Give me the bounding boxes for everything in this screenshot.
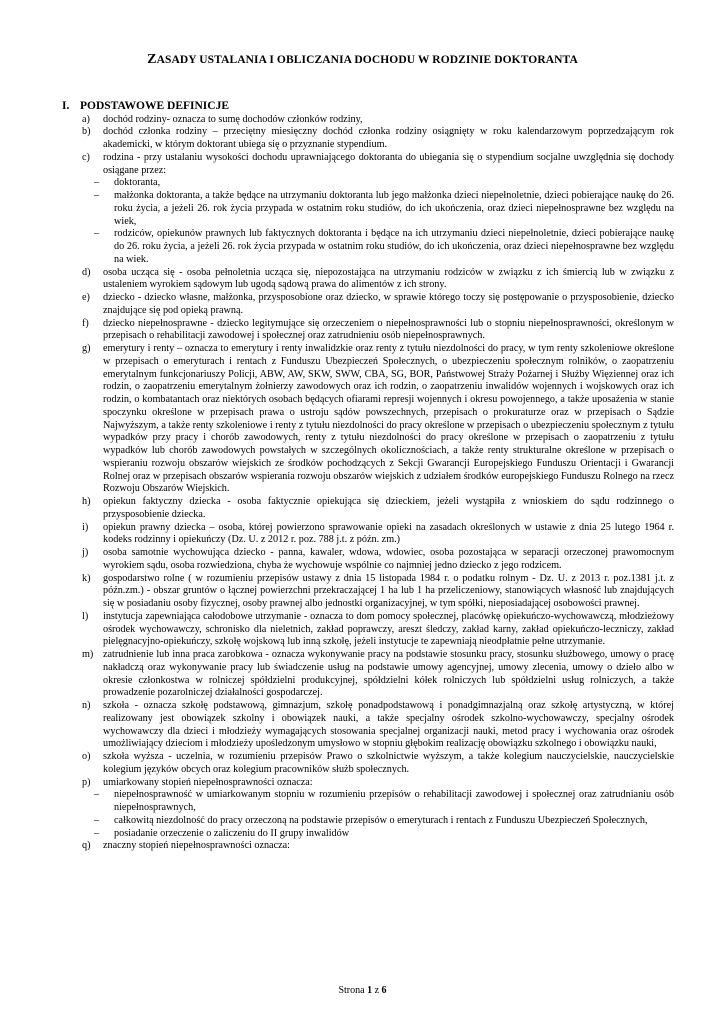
footer-current-page: 1 [367,985,373,996]
definition-item-k [82,573,674,611]
item-marker: h) [82,496,91,507]
item-marker: c) [82,151,90,163]
definition-item-c [82,152,674,178]
definition-item-m [82,649,674,700]
dash-marker: – [94,177,100,189]
definition-item-n [82,700,674,751]
section-title: PODSTAWOWE DEFINICJE [80,100,229,112]
item-marker: p) [82,776,91,788]
definition-item-a [82,114,674,127]
item-text: emerytury i renty – oznacza to emerytury i renty inwalidzkie oraz renty z tytułu niezdolności do pracy, w tym renty szkoleniowe określone w przepisach o emeryturach i rentach z Funduszu Ubezpieczeń Społecznych, o ubezpieczeniu społecznym rolników, o zaopatrzeniu emerytalnym funkcjonariuszy Policji, ABW, AW, SKW, SWW, CBA, SG, BOR, Państwowej Straży Pożarnej i Służby Więziennej oraz ich rodzin, o zaopatrzeniu emerytalnym żołnierzy zawodowych oraz ich rodzin, o zaopatrzeniu inwalidów wojennych i wojskowych oraz ich rodzin, o kombatantach oraz niektórych osobach będących ofiarami represji wojennych i okresu powojennego, a także uposażenia w stanie spoczynku określone w przepisach prawa o ustroju sądów powszechnych, przepisach o prokuraturze oraz w przepisach o Sądzie Najwyższym, a także renty szkoleniowe i renty z tytułu niezdolności do pracy określone w przepisach o ubezpieczeniu społecznym z tytułu wypadków przy pracy i chorób zawodowych, renty z tytułu niezdolności do pracy określone w przepisach o zaopatrzeniu z tytułu wypadków lub chorób zawodowych powstałych w szczególnych okolicznościach, a także renty strukturalne określone w przepisach o wspieraniu rozwoju obszarów wiejskich ze środków pochodzących z Sekcji Gwarancji Europejskiego Funduszu Orientacji i Gwarancji Rolnej oraz w przepisach obszarów wspierania rozwoju obszarów wiejskich z udziałem środków europejskiego Funduszu Rolnego na rzecz Rozwoju Obszarów Wiejskich. [103,343,674,495]
item-marker: k) [82,572,91,584]
page-footer [0,985,725,997]
sub-item [82,789,674,815]
item-marker: o) [82,751,91,762]
item-marker: l) [82,610,89,622]
title-text: ASADY USTALANIA I OBLICZANIA DOCHODU W RODZINIE DOKTORANTA [156,54,578,66]
definitions-list [82,114,674,854]
item-text: dochód członka rodziny – przeciętny miesięczny dochód członka rodziny osiągnięty w roku kalendarzowym poprzedzającym rok akademicki, w którym doktorant ubiega się o przyznanie stypendium. [103,126,674,150]
item-text: osoba ucząca się - osoba pełnoletnia ucząca się, niepozostająca na utrzymaniu rodziców w związku z ich śmiercią lub w związku z ustaleniem wyrokiem sądowym lub ugodą sądową prawa do alimentów z ich strony. [103,266,674,291]
item-text: umiarkowany stopień niepełnosprawności oznacza: [103,776,313,788]
item-marker: i) [82,521,89,533]
item-text: szkoła - oznacza szkołę podstawową, gimnazjum, szkołę ponadpodstawową i ponadgimnazjalną oraz szkołę artystyczną, w której realizowany jest obowiązek szkolny i obowiązek nauki, a także specjalny ośrodek szkolno-wychowawczy, specjalny ośrodek wychowawczy dla dzieci i młodzieży wymagających stosowania specjalnej organizacji nauki, metod pracy i wychowania oraz ośrodek umożliwiający dzieciom i młodzieży upośledzonym umysłowo w stopniu głębokim realizację obowiązku szkolnego i obowiązku nauki, [103,700,674,750]
definition-item-d [82,267,674,293]
item-marker: b) [82,126,91,138]
item-text: opiekun faktyczny dziecka - osoba faktycznie opiekująca się dzieckiem, jeżeli wystąpiła z wnioskiem do sądu rodzinnego o przysposobienie dziecka. [103,496,674,520]
sub-item-text: niepełnosprawność w umiarkowanym stopniu w rozumieniu przepisów o rehabilitacji zawodowej i społecznej oraz zatrudnianiu osób niepełnosprawnych, [114,789,674,813]
sub-item-text: małżonka doktoranta, a także będące na utrzymaniu doktoranta lub jego małżonka dzieci niepełnoletnie, dzieci pobierające naukę do 26. roku życia, a jeżeli 26. rok życia przypada w ostatnim roku studiów, do ich ukończenia, oraz dzieci niepełnosprawne bez względu na wiek, [114,190,674,227]
item-text: opiekun prawny dziecka – osoba, której powierzono sprawowanie opieki na zasadach określonych w ustawie z dnia 25 lutego 1964 r. kodeks rodzinny i opiekuńczy (Dz. U. z 2012 r. poz. 788 j.t. z późn. zm.) [103,521,674,546]
section-number: I. [62,100,70,112]
footer-of: z [374,985,380,996]
sub-item-text: doktoranta, [114,177,161,189]
item-marker: a) [82,113,90,125]
sub-item-text: posiadanie orzeczenie o zaliczeniu do II grupy inwalidów [114,827,350,839]
item-text: znaczny stopień niepełnosprawności oznacza: [103,840,290,852]
item-text: dziecko - dziecko własne, małżonka, przysposobione oraz dziecko, w sprawie którego toczy się postępowanie o przysposobienie, dziecko znajdujące się pod opieką prawną. [103,292,674,316]
definition-item-g [82,343,674,496]
sub-item-text: rodziców, opiekunów prawnych lub faktycznych doktoranta i będące na ich utrzymaniu dzieci niepełnoletnie, dzieci pobierające naukę do 26. roku życia, a jeżeli 26. rok życia przypada w ostatnim roku studiów, do ich ukończenia, oraz dzieci niepełnosprawne bez względu na wiek. [114,228,674,265]
definition-item-o [82,751,674,777]
item-marker: e) [82,292,90,303]
page-title [0,53,725,67]
sub-item [82,228,674,266]
definition-item-p [82,777,674,790]
item-text: zatrudnienie lub inna praca zarobkowa - oznacza wykonywanie pracy na podstawie stosunku pracy, stosunku służbowego, umowy o pracę nakładczą oraz wykonywanie pracy lub świadczenie usług na podstawie umowy agencyjnej, umowy zlecenia, umowy o dzieło albo w okresie członkostwa w rolniczej spółdzielni produkcyjnej, spółdzielni kółek rolniczych lub spółdzielni usług rolniczych, a także prowadzenie pozarolniczej działalności gospodarczej. [103,649,674,699]
item-marker: g) [82,343,91,354]
sub-item [82,815,674,828]
item-text: instytucja zapewniająca całodobowe utrzymanie - oznacza to dom pomocy społecznej, placówkę opiekuńczo-wychowawczą, młodzieżowy ośrodek wychowawczy, schronisko dla nieletnich, zakład poprawczy, areszt śledczy, zakład karny, zakład opiekuńczo-leczniczy, zakład pielęgnacyjno-opiekuńczy, szkołę wojskową lub inną szkołę, jeżeli instytucje te zapewniają nieodpłatnie pełne utrzymanie. [103,610,674,648]
dash-marker: – [94,228,100,240]
sub-item [82,190,674,228]
sub-item-text: całkowitą niezdolność do pracy orzeczoną na podstawie przepisów o emeryturach i rentach z Funduszu Ubezpieczeń Społecznych, [114,814,648,826]
item-marker: f) [82,317,89,329]
item-marker: j) [82,547,89,558]
sub-item [82,828,674,841]
definition-item-j [82,547,674,573]
item-marker: q) [82,840,91,852]
item-marker: m) [82,649,94,660]
definition-item-e [82,292,674,318]
definition-item-i [82,522,674,548]
item-text: osoba samotnie wychowująca dziecko - panna, kawaler, wdowa, wdowiec, osoba pozostająca w separacji orzeczonej prawomocnym wyrokiem sądu, osoba rozwiedziona, chyba że wychowuje wspólnie co najmniej jedno dziecko z jego rodzicem. [103,547,674,571]
item-text: szkoła wyższa - uczelnia, w rozumieniu przepisów Prawo o szkolnictwie wyższym, a także kolegium nauczycielskie, nauczycielskie kolegium języków obcych oraz kolegium pracowników służb społecznych. [103,751,674,775]
definition-item-h [82,496,674,522]
item-text: gospodarstwo rolne ( w rozumieniu przepisów ustawy z dnia 15 listopada 1984 r. o podatku rolnym - Dz. U. z 2013 r. poz.1381 j.t. z późn.zm.) - obszar gruntów o łącznej powierzchni przekraczającej 1 ha lub 1 ha przeliczeniowy, stanowiących własność lub znajdujących się w posiadaniu osoby fizycznej, osoby prawnej albo jednostki organizacyjnej, w tym spółki, nieposiadającej osobowości prawnej. [103,572,674,609]
dash-marker: – [94,814,100,826]
item-marker: n) [82,700,91,711]
title-initial: Z [147,52,157,67]
section-heading [62,99,229,113]
dash-marker: – [94,827,100,839]
item-text: dziecko niepełnosprawne - dziecko legitymujące się orzeczeniem o niepełnosprawności lub o stopniu niepełnosprawności, określonym w przepisach o rehabilitacji zawodowej i społecznej oraz zatrudnieniu osób niepełnosprawnych. [103,317,674,342]
item-text: dochód rodziny- oznacza to sumę dochodów członków rodziny, [103,113,363,125]
definition-item-f [82,318,674,344]
dash-marker: – [94,190,100,201]
footer-prefix: Strona [338,985,365,996]
definition-item-l [82,611,674,649]
sub-item [82,177,674,190]
footer-total-pages: 6 [381,985,387,996]
item-marker: d) [82,266,91,278]
definition-item-q [82,840,674,853]
dash-marker: – [94,789,100,801]
definition-item-b [82,126,674,152]
item-text: rodzina - przy ustalaniu wysokości dochodu uprawniającego doktoranta do ubiegania się o stypendium socjalne uwzględnia się dochody osiągane przez: [103,151,674,176]
